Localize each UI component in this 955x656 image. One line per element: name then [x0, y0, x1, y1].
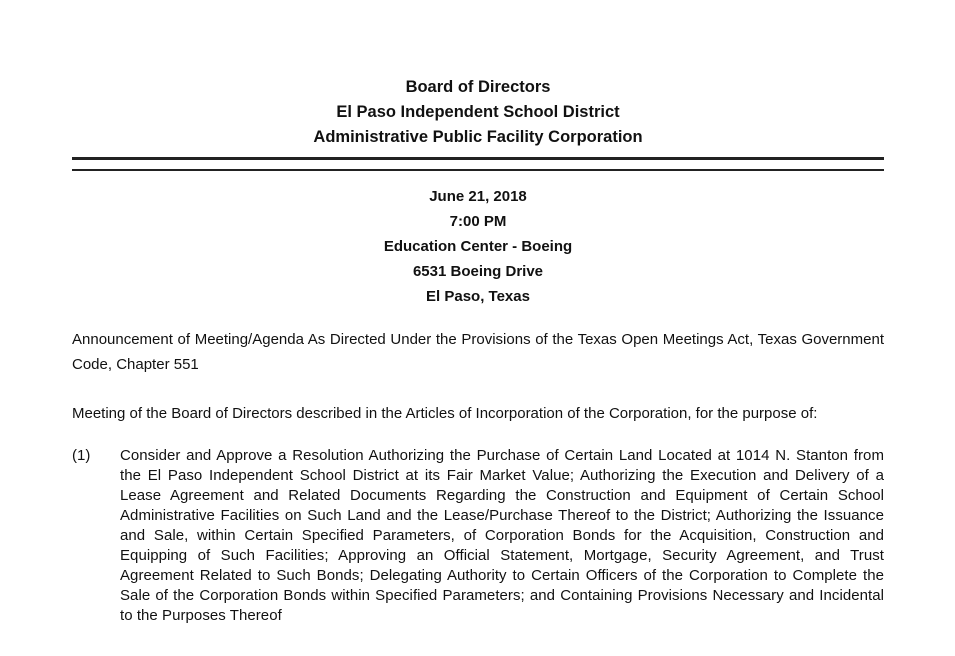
meeting-date: June 21, 2018 [429, 188, 527, 205]
header-divider-thin [72, 169, 884, 171]
header-corporation-name: Administrative Public Facility Corporation [313, 128, 643, 146]
meeting-city: El Paso, Texas [426, 288, 530, 305]
document-header [72, 75, 884, 150]
agenda-item-number: (1) [72, 447, 91, 464]
meeting-time: 7:00 PM [449, 213, 507, 230]
meeting-info-block [72, 184, 884, 309]
meeting-location: Education Center - Boeing [383, 238, 573, 255]
header-divider-thick [72, 157, 884, 160]
header-district-name: El Paso Independent School District [336, 103, 620, 121]
agenda-item-text: Consider and Approve a Resolution Authorizing the Purchase of Certain Land Located at 1014 N. Stanton from the El Paso Independent School District at its Fair Market Value; Authorizing the Execution and Delivery of a Lease Agreement and Related Documents Regarding the Construction and Equipment of Certain School Administrative Facilities on Such Land and the Lease/Purchase Thereof to the District; Authorizing the Issuance and Sale, within Certain Specified Parameters, of Corporation Bonds for the Acquisition, Construction and Equipping of Such Facilities; Approving an Official Statement, Mortgage, Security Agreement, and Trust Agreement Related to Such Bonds; Delegating Authority to Certain Officers of the Corporation to Complete the Sale of the Corporation Bonds within Specified Parameters; and Containing Provisions Necessary and Incidental to the Purposes Thereof [120, 447, 884, 624]
purpose-statement: Meeting of the Board of Directors described in the Articles of Incorporation of the Corporation, for the purpose of: [72, 405, 818, 422]
header-board-title: Board of Directors [405, 78, 551, 96]
meeting-address: 6531 Boeing Drive [412, 263, 544, 280]
announcement-paragraph: Announcement of Meeting/Agenda As Directed Under the Provisions of the Texas Open Meetings Act, Texas Government Code, Chapter 551 [72, 331, 884, 373]
agenda-document [72, 0, 884, 656]
